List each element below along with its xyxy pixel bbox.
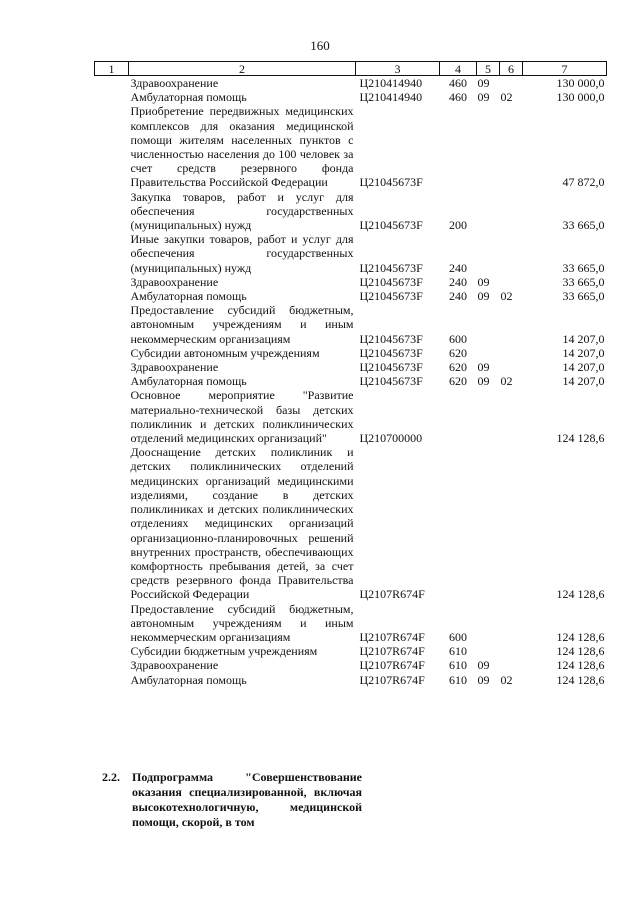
section-code: 09 (477, 274, 490, 289)
subsection-code (500, 76, 523, 91)
expense-group-code: 610 (449, 644, 467, 659)
table-row (95, 445, 607, 601)
subsection-code (500, 360, 523, 374)
section-code (477, 346, 500, 360)
target-article-code: Ц2107R674F (359, 587, 425, 602)
table-row (95, 644, 607, 658)
section-code (477, 303, 500, 346)
column-header: 2 (129, 62, 356, 76)
table-row (95, 602, 607, 645)
target-article-code: Ц210414940 (359, 90, 423, 105)
table-row (95, 275, 607, 289)
subprogram-title: Подпрограмма "Совершенствование оказания специализированной, включая высокотехнологичную, медицинской помощи, скорой, в том (132, 770, 362, 829)
row-number-cell (95, 388, 129, 445)
target-article-code: Ц210700000 (359, 431, 423, 446)
column-header: 1 (95, 62, 129, 76)
expense-group-code: 240 (449, 289, 467, 304)
amount-value: 124 128,6 (556, 629, 605, 644)
row-number-cell (95, 360, 129, 374)
section-code: 09 (477, 360, 490, 375)
column-header: 4 (440, 62, 477, 76)
target-article-code: Ц2107R674F (359, 658, 425, 673)
row-name-cell: Субсидии автономным учреждениям (130, 345, 320, 360)
amount-value: 14 207,0 (562, 345, 605, 360)
expense-group-code: 240 (449, 260, 467, 275)
target-article-code: Ц21045673F (359, 360, 423, 375)
row-name-cell: Субсидии бюджетным учреждениям (130, 644, 318, 659)
row-name-cell: Здравоохранение (130, 274, 219, 289)
amount-value: 124 128,6 (556, 644, 605, 659)
table-row (95, 374, 607, 388)
column-header: 3 (356, 62, 440, 76)
table-row (95, 289, 607, 303)
amount-value: 124 128,6 (556, 672, 605, 687)
row-name-cell: Иные закупки товаров, работ и услуг для обеспечения государственных (муниципальных) нужд (130, 232, 354, 275)
target-article-code: Ц2107R674F (359, 644, 425, 659)
amount-value: 124 128,6 (556, 587, 605, 602)
row-number-cell (95, 289, 129, 303)
target-article-code: Ц21045673F (359, 331, 423, 346)
section-code (477, 190, 500, 233)
subsection-code: 02 (500, 90, 513, 105)
section-code (477, 445, 500, 601)
amount-value: 124 128,6 (556, 431, 605, 446)
subprogram-number: 2.2. (102, 770, 120, 784)
table-row (95, 76, 607, 91)
subsection-code (500, 275, 523, 289)
row-number-cell (95, 104, 129, 189)
row-number-cell (95, 232, 129, 275)
target-article-code: Ц21045673F (359, 175, 423, 190)
row-name-cell: Приобретение передвижных медицинских комплексов для оказания медицинской помощи жителям населенных пунктов с численностью населения до 100 человек за счет средств резервного фонда Правительства Российской Федерации (130, 104, 354, 190)
section-code (477, 104, 500, 189)
section-code: 09 (477, 90, 490, 105)
section-code: 09 (477, 672, 490, 687)
row-name-cell: Дооснащение детских поликлиник и детских поликлинических отделений медицинских организаций медицинскими изделиями, создание в детских поликлиниках и детских поликлинических отделениях медицинских организаций организационно-планировочных решений внутренних пространств, обеспечивающих комфортность пребывания детей, за счет средств резервного фонда Правительства Российской Федерации (130, 445, 354, 602)
expense-group-code: 240 (449, 274, 467, 289)
expense-group-code: 460 (449, 90, 467, 105)
row-name-cell: Здравоохранение (130, 360, 219, 375)
subsection-code (500, 602, 523, 645)
section-code (477, 388, 500, 445)
subsection-code (500, 303, 523, 346)
row-number-cell (95, 76, 129, 91)
amount-value: 14 207,0 (562, 331, 605, 346)
column-header: 7 (523, 62, 607, 76)
table-body (95, 76, 607, 687)
table-row (95, 658, 607, 672)
table-header-row (95, 62, 607, 76)
target-article-code: Ц21045673F (359, 274, 423, 289)
row-number-cell (95, 275, 129, 289)
expense-group-code: 610 (449, 658, 467, 673)
expense-group-code: 600 (449, 629, 467, 644)
row-number-cell (95, 190, 129, 233)
expense-group-code: 620 (449, 374, 467, 389)
expense-group-code: 460 (449, 76, 467, 90)
amount-value: 14 207,0 (562, 374, 605, 389)
table-row (95, 388, 607, 445)
row-number-cell (95, 346, 129, 360)
expense-group-code (440, 445, 477, 601)
expense-group-code: 600 (449, 331, 467, 346)
table-row (95, 104, 607, 189)
budget-table (94, 61, 607, 687)
section-code: 09 (477, 76, 490, 90)
row-name-cell: Амбулаторная помощь (130, 90, 247, 105)
row-name-cell: Закупка товаров, работ и услуг для обеспечения государственных (муниципальных) нужд (130, 189, 354, 233)
expense-group-code: 610 (449, 672, 467, 687)
section-code (477, 232, 500, 275)
column-header: 5 (477, 62, 500, 76)
row-name-cell: Амбулаторная помощь (130, 374, 247, 389)
amount-value: 14 207,0 (562, 360, 605, 375)
row-name-cell: Амбулаторная помощь (130, 672, 247, 687)
row-name-cell: Предоставление субсидий бюджетным, автономным учреждениям и иным некоммерческим организациям (130, 601, 354, 644)
table-row (95, 303, 607, 346)
target-article-code: Ц21045673F (359, 218, 423, 233)
subsection-code (500, 190, 523, 233)
target-article-code: Ц210414940 (359, 76, 423, 90)
section-code: 09 (477, 289, 490, 304)
amount-value: 33 665,0 (562, 289, 605, 304)
amount-value: 33 665,0 (562, 218, 605, 233)
expense-group-code (440, 104, 477, 189)
row-name-cell: Предоставление субсидий бюджетным, автономным учреждениям и иным некоммерческим организациям (130, 303, 354, 346)
target-article-code: Ц21045673F (359, 260, 423, 275)
subsection-code (500, 104, 523, 189)
amount-value: 130 000,0 (556, 76, 605, 90)
expense-group-code: 620 (449, 345, 467, 360)
row-number-cell (95, 658, 129, 672)
subsection-code (500, 346, 523, 360)
subsection-code (500, 658, 523, 672)
target-article-code: Ц21045673F (359, 289, 423, 304)
row-name-cell: Амбулаторная помощь (130, 289, 247, 304)
amount-value: 33 665,0 (562, 274, 605, 289)
expense-group-code: 200 (449, 218, 467, 233)
expense-group-code (440, 388, 477, 445)
target-article-code: Ц2107R674F (359, 629, 425, 644)
amount-value: 33 665,0 (562, 260, 605, 275)
amount-value: 47 872,0 (562, 175, 605, 190)
row-number-cell (95, 445, 129, 601)
section-code: 09 (477, 374, 490, 389)
table-row (95, 90, 607, 104)
row-number-cell (95, 374, 129, 388)
table-row (95, 190, 607, 233)
subsection-code: 02 (500, 374, 513, 389)
page-number: 160 (310, 38, 330, 53)
subsection-code (500, 388, 523, 445)
table-row (95, 673, 607, 687)
section-code (477, 644, 500, 658)
subsection-code (500, 232, 523, 275)
subsection-code (500, 644, 523, 658)
amount-value: 130 000,0 (556, 90, 605, 105)
subsection-code (500, 445, 523, 601)
row-number-cell (95, 90, 129, 104)
amount-value: 124 128,6 (556, 658, 605, 673)
subsection-code: 02 (500, 289, 513, 304)
subsection-code: 02 (500, 672, 513, 687)
table-row (95, 360, 607, 374)
row-name-cell: Основное мероприятие "Развитие материально-технической базы детских поликлиник и детских поликлинических отделений медицинских организаций" (130, 388, 354, 446)
table-row (95, 346, 607, 360)
section-code: 09 (477, 658, 490, 673)
row-number-cell (95, 673, 129, 687)
row-name-cell: Здравоохранение (130, 658, 219, 673)
column-header: 6 (500, 62, 523, 76)
expense-group-code: 620 (449, 360, 467, 375)
target-article-code: Ц2107R674F (359, 672, 425, 687)
section-code (477, 602, 500, 645)
target-article-code: Ц21045673F (359, 345, 423, 360)
row-number-cell (95, 303, 129, 346)
row-number-cell (95, 602, 129, 645)
row-name-cell: Здравоохранение (130, 76, 219, 90)
target-article-code: Ц21045673F (359, 374, 423, 389)
table-row (95, 232, 607, 275)
row-number-cell (95, 644, 129, 658)
